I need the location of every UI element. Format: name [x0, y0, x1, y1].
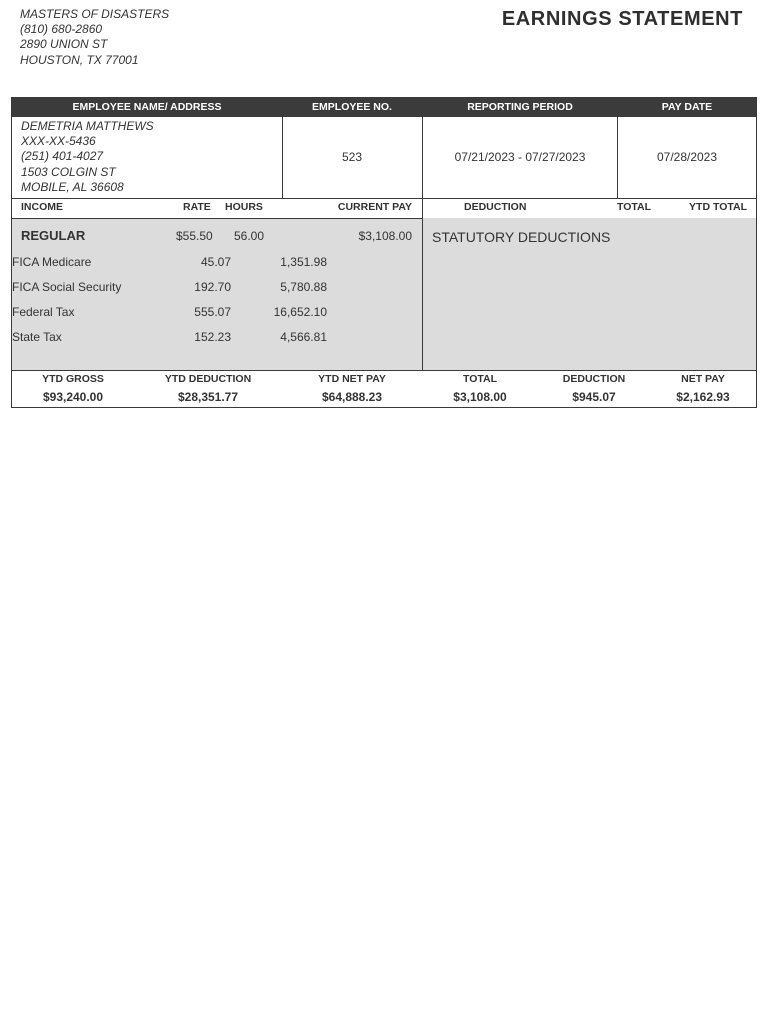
company-phone: (810) 680-2860: [20, 22, 103, 37]
employee-street: 1503 COLGIN ST: [21, 164, 116, 179]
income-item-current-pay: $3,108.00: [358, 229, 412, 243]
company-address-block: [20, 7, 169, 68]
deduction-name: State Tax: [12, 330, 62, 344]
divider: [12, 370, 756, 371]
net-pay-value: $2,162.93: [676, 390, 730, 404]
ytd-gross-label: YTD GROSS: [42, 373, 104, 385]
deduction-name: FICA Social Security: [12, 280, 122, 294]
employee-address-block: [21, 119, 154, 195]
deduction-total: 192.70: [194, 280, 231, 294]
ytd-deduction-value: $28,351.77: [177, 390, 239, 404]
employee-number: 523: [341, 150, 363, 164]
deduction-row: [12, 280, 336, 305]
header-employee-name-address: EMPLOYEE NAME/ ADDRESS: [72, 101, 222, 113]
divider: [12, 198, 756, 199]
deduction-column-header: DEDUCTION: [464, 201, 527, 213]
current-pay-column-header: CURRENT PAY: [337, 201, 412, 213]
ytd-deduction-label: YTD DEDUCTION: [164, 373, 252, 385]
total-column-header: TOTAL: [616, 201, 651, 213]
net-pay-label: NET PAY: [681, 373, 725, 385]
company-city: HOUSTON, TX 77001: [20, 52, 139, 67]
income-column-header: INCOME: [21, 201, 63, 213]
document-title: EARNINGS STATEMENT: [501, 8, 743, 30]
deduction-label: DEDUCTION: [562, 373, 626, 385]
header-employee-no: EMPLOYEE NO.: [312, 101, 392, 113]
income-item-label: REGULAR: [21, 228, 86, 243]
income-item-hours: 56.00: [234, 229, 265, 243]
deduction-ytd: 5,780.88: [280, 280, 327, 294]
income-item-rate: $55.50: [176, 229, 213, 243]
deduction-total: 152.23: [194, 330, 231, 344]
ytd-net-pay-label: YTD NET PAY: [318, 373, 386, 385]
reporting-period-value: 07/21/2023 - 07/27/2023: [454, 150, 586, 164]
ytd-net-pay-value: $64,888.23: [321, 390, 383, 404]
deduction-name: Federal Tax: [12, 305, 75, 319]
deduction-value: $945.07: [572, 390, 616, 404]
deduction-row: [12, 305, 336, 330]
employee-name: DEMETRIA MATTHEWS: [21, 119, 154, 133]
header-pay-date: PAY DATE: [661, 101, 713, 113]
ytd-total-column-header: YTD TOTAL: [689, 201, 747, 213]
employee-ssn: XXX-XX-5436: [21, 134, 96, 149]
deduction-total: 555.07: [194, 305, 231, 319]
header-row: [12, 98, 756, 117]
hours-column-header: HOURS: [225, 201, 263, 213]
deduction-total: 45.07: [200, 255, 231, 269]
statutory-deductions-title: STATUTORY DEDUCTIONS: [432, 229, 611, 245]
employee-city: MOBILE, AL 36608: [21, 179, 124, 194]
header-reporting-period: REPORTING PERIOD: [467, 101, 573, 113]
deduction-name: FICA Medicare: [12, 255, 92, 269]
deduction-ytd: 1,351.98: [280, 255, 327, 269]
earnings-statement-table: [11, 97, 757, 408]
deduction-row: [12, 330, 336, 355]
employee-phone: (251) 401-4027: [21, 149, 104, 164]
deduction-ytd: 16,652.10: [273, 305, 327, 319]
total-value: $3,108.00: [453, 390, 507, 404]
company-name: MASTERS OF DISASTERS: [20, 7, 170, 21]
company-street: 2890 UNION ST: [20, 37, 108, 52]
pay-date-value: 07/28/2023: [656, 150, 718, 164]
ytd-gross-value: $93,240.00: [42, 390, 104, 404]
rate-column-header: RATE: [183, 201, 211, 213]
total-label: TOTAL: [462, 373, 498, 385]
deduction-ytd: 4,566.81: [280, 330, 327, 344]
divider: [422, 198, 423, 370]
deduction-row: [12, 255, 336, 280]
